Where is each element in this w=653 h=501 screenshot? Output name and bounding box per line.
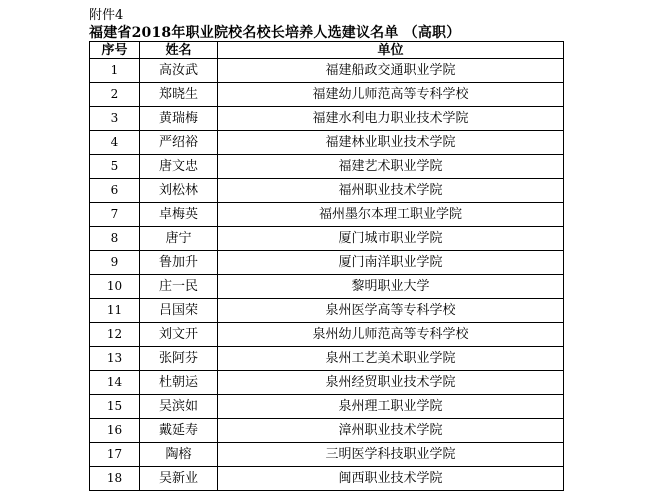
header-index: 序号 xyxy=(90,42,140,59)
cell-index: 12 xyxy=(90,323,140,347)
roster-table xyxy=(89,41,564,491)
table-row xyxy=(90,419,564,443)
table-row xyxy=(90,227,564,251)
cell-unit: 福州职业技术学院 xyxy=(218,179,564,203)
cell-unit: 福建船政交通职业学院 xyxy=(218,59,564,83)
document-title: 福建省2018年职业院校名校长培养人选建议名单 （高职） xyxy=(89,25,461,41)
cell-index: 5 xyxy=(90,155,140,179)
cell-name: 吴新业 xyxy=(140,467,218,491)
cell-name: 卓梅英 xyxy=(140,203,218,227)
cell-unit: 福建艺术职业学院 xyxy=(218,155,564,179)
cell-index: 11 xyxy=(90,299,140,323)
cell-name: 严绍裕 xyxy=(140,131,218,155)
cell-unit: 福建水利电力职业技术学院 xyxy=(218,107,564,131)
cell-index: 4 xyxy=(90,131,140,155)
cell-unit: 福建幼儿师范高等专科学校 xyxy=(218,83,564,107)
table-row xyxy=(90,395,564,419)
table-row xyxy=(90,251,564,275)
cell-name: 张阿芬 xyxy=(140,347,218,371)
cell-name: 高汝武 xyxy=(140,59,218,83)
cell-index: 7 xyxy=(90,203,140,227)
cell-name: 杜朝运 xyxy=(140,371,218,395)
table-body xyxy=(90,59,564,491)
cell-index: 1 xyxy=(90,59,140,83)
cell-unit: 泉州经贸职业技术学院 xyxy=(218,371,564,395)
cell-index: 14 xyxy=(90,371,140,395)
cell-name: 黄瑞梅 xyxy=(140,107,218,131)
table-row xyxy=(90,299,564,323)
cell-unit: 厦门城市职业学院 xyxy=(218,227,564,251)
table-row xyxy=(90,83,564,107)
header-unit: 单位 xyxy=(218,42,564,59)
cell-index: 9 xyxy=(90,251,140,275)
attachment-label: 附件4 xyxy=(89,8,124,23)
cell-unit: 泉州理工职业学院 xyxy=(218,395,564,419)
cell-name: 刘松林 xyxy=(140,179,218,203)
cell-unit: 泉州医学高等专科学校 xyxy=(218,299,564,323)
table-row xyxy=(90,347,564,371)
table-row xyxy=(90,155,564,179)
cell-index: 13 xyxy=(90,347,140,371)
cell-name: 刘文开 xyxy=(140,323,218,347)
cell-index: 10 xyxy=(90,275,140,299)
cell-name: 郑晓生 xyxy=(140,83,218,107)
table-row xyxy=(90,467,564,491)
cell-index: 18 xyxy=(90,467,140,491)
cell-name: 戴延寿 xyxy=(140,419,218,443)
table-row xyxy=(90,107,564,131)
cell-unit: 漳州职业技术学院 xyxy=(218,419,564,443)
table-row xyxy=(90,59,564,83)
table-header-row xyxy=(90,42,564,59)
table-row xyxy=(90,131,564,155)
cell-index: 3 xyxy=(90,107,140,131)
cell-unit: 泉州幼儿师范高等专科学校 xyxy=(218,323,564,347)
cell-name: 吴滨如 xyxy=(140,395,218,419)
table-row xyxy=(90,323,564,347)
cell-unit: 泉州工艺美术职业学院 xyxy=(218,347,564,371)
cell-name: 吕国荣 xyxy=(140,299,218,323)
table-row xyxy=(90,203,564,227)
cell-name: 唐宁 xyxy=(140,227,218,251)
cell-name: 庄一民 xyxy=(140,275,218,299)
cell-unit: 福州墨尔本理工职业学院 xyxy=(218,203,564,227)
header-name: 姓名 xyxy=(140,42,218,59)
table-row xyxy=(90,443,564,467)
table-row xyxy=(90,275,564,299)
cell-index: 15 xyxy=(90,395,140,419)
cell-index: 8 xyxy=(90,227,140,251)
cell-unit: 三明医学科技职业学院 xyxy=(218,443,564,467)
cell-name: 唐文忠 xyxy=(140,155,218,179)
cell-index: 2 xyxy=(90,83,140,107)
table-row xyxy=(90,371,564,395)
cell-index: 16 xyxy=(90,419,140,443)
cell-unit: 福建林业职业技术学院 xyxy=(218,131,564,155)
cell-index: 6 xyxy=(90,179,140,203)
cell-name: 陶榕 xyxy=(140,443,218,467)
cell-unit: 厦门南洋职业学院 xyxy=(218,251,564,275)
cell-unit: 闽西职业技术学院 xyxy=(218,467,564,491)
table-row xyxy=(90,179,564,203)
cell-index: 17 xyxy=(90,443,140,467)
cell-unit: 黎明职业大学 xyxy=(218,275,564,299)
cell-name: 鲁加升 xyxy=(140,251,218,275)
